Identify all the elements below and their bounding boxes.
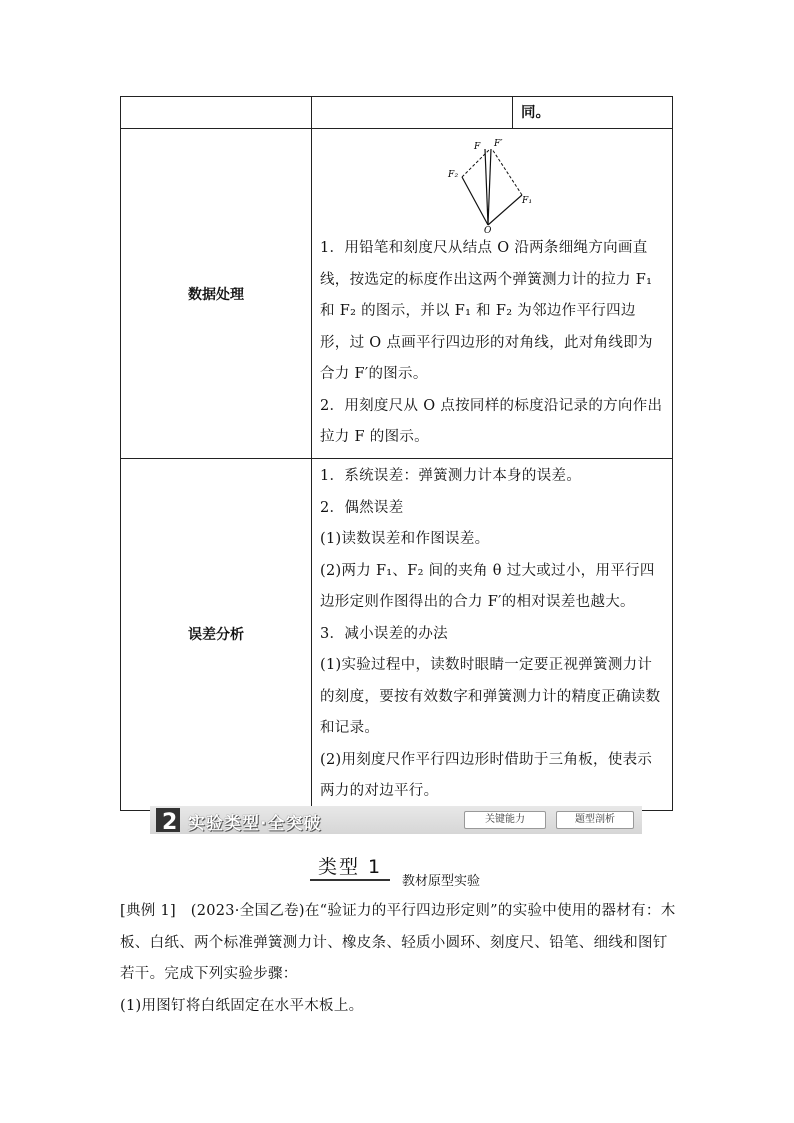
force-line-F2 xyxy=(462,177,488,225)
data-processing-step-1: 1．用铅笔和刻度尺从结点 O 沿两条细绳方向画直线，按选定的标度作出这两个弹簧测力计的拉力 F₁ 和 F₂ 的图示，并以 F₁ 和 F₂ 为邻边作平行四边形，过 O 点画平行四边形的对角线，此对角线即为合力 F′的图示。 xyxy=(320,240,653,383)
error-line-1: 1．系统误差：弹簧测力计本身的误差。 xyxy=(320,468,582,484)
key-ability-button[interactable]: 关键能力 xyxy=(464,811,546,829)
table-cell-empty xyxy=(121,97,312,129)
type-subtitle: 教材原型实验 xyxy=(402,874,481,889)
data-processing-cell xyxy=(312,129,673,459)
error-line-3: (1)读数误差和作图误差。 xyxy=(320,531,490,547)
table-row xyxy=(121,97,673,129)
row0-text: 同。 xyxy=(521,104,550,121)
label-F: F xyxy=(474,142,481,153)
force-line-F xyxy=(485,149,488,225)
table-row xyxy=(121,129,673,459)
example-paragraph-2: (1)用图钉将白纸固定在水平木板上。 xyxy=(120,997,364,1014)
section-number-icon xyxy=(156,806,182,834)
error-line-2: 2．偶然误差 xyxy=(320,499,404,516)
label-F1: F₁ xyxy=(522,196,533,207)
row-label-error-analysis: 误差分析 xyxy=(121,459,312,811)
label-O: O xyxy=(484,226,492,234)
section-title: 实验类型·全突破 xyxy=(188,814,322,834)
question-analysis-button[interactable]: 题型剖析 xyxy=(556,811,634,829)
force-line-Fprime xyxy=(488,149,491,225)
error-line-4: (2)两力 F₁、F₂ 间的夹角 θ 过大或过小，用平行四边形定则作图得出的合力 F′的相对误差也越大。 xyxy=(320,562,655,610)
example-body xyxy=(120,896,676,1022)
label-Fprime: F′ xyxy=(494,139,503,150)
example-paragraph-1: [典例 1] (2023·全国乙卷)在“验证力的平行四边形定则”的实验中使用的器材有：木板、白纸、两个标准弹簧测力计、橡皮条、轻质小圆环、刻度尺、铅笔、细线和图钉若干。完成下列实验步骤： xyxy=(120,903,676,982)
dashed-side-1 xyxy=(492,149,522,195)
table-cell xyxy=(312,97,673,129)
error-line-5: 3．减小误差的办法 xyxy=(320,625,448,642)
force-line-F1 xyxy=(488,195,522,225)
error-analysis-cell xyxy=(312,459,673,811)
type-label: 类型 1 xyxy=(310,852,390,881)
experiment-table xyxy=(120,96,673,811)
row-label-data-processing: 数据处理 xyxy=(121,129,312,459)
svg-text:2: 2 xyxy=(162,810,178,834)
data-processing-step-2: 2．用刻度尺从 O 点按同样的标度沿记录的方向作出拉力 F 的图示。 xyxy=(320,397,663,446)
table-row xyxy=(121,459,673,811)
error-line-6: (1)实验过程中，读数时眼睛一定要正视弹簧测力计的刻度，要按有效数字和弹簧测力计的精度正确读数和记录。 xyxy=(320,657,661,736)
label-F2: F₂ xyxy=(448,170,459,181)
error-line-7: (2)用刻度尺作平行四边形时借助于三角板，使表示两力的对边平行。 xyxy=(320,751,653,799)
parallelogram-force-diagram xyxy=(442,137,542,233)
type-heading xyxy=(310,852,390,881)
section-banner xyxy=(150,806,642,834)
